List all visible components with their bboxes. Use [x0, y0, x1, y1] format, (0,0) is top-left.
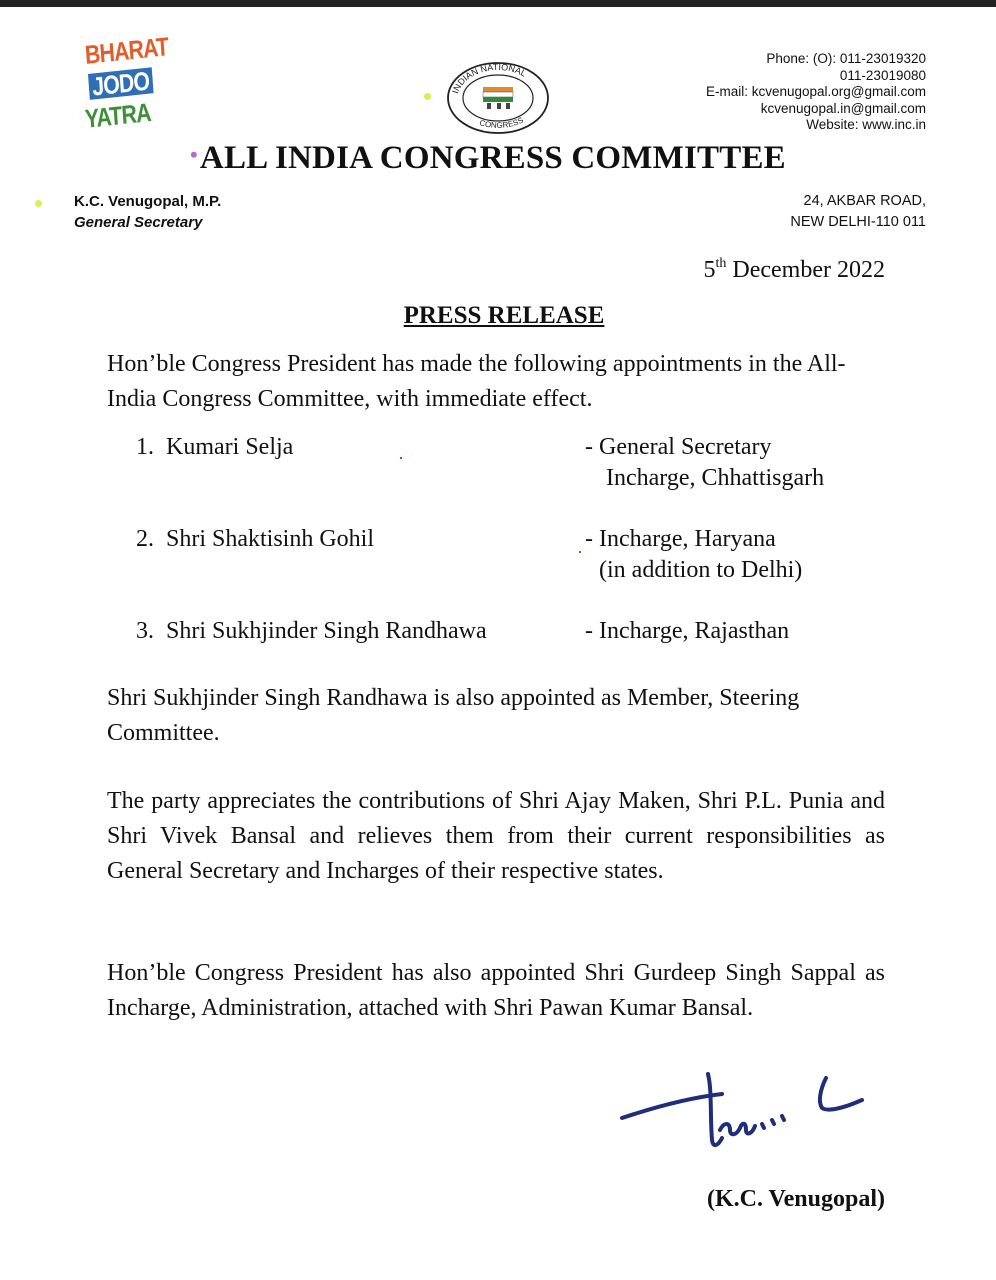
date-rest: December 2022	[726, 257, 885, 283]
appointment-2-person: Shri Shaktisinh Gohil	[166, 526, 375, 552]
heading-bullet-icon: •	[190, 142, 198, 167]
appointment-2-name	[136, 524, 374, 555]
seal-top-text: INDIAN NATIONAL	[450, 61, 529, 95]
appointment-1-role: - General Secretary	[585, 434, 772, 460]
stray-mark	[579, 551, 581, 553]
relieved-paragraph: The party appreciates the contributions of Shri Ajay Maken, Shri P.L. Punia and Shri Vivek Bansal and relieves them from their current responsibilities as General Secretary and Incharges of their respective states.	[107, 788, 885, 884]
handwritten-signature	[612, 1060, 882, 1160]
email-line-1: E-mail: kcvenugopal.org@gmail.com	[705, 84, 926, 99]
appointment-1-name	[136, 432, 293, 463]
date-suffix: th	[715, 256, 727, 271]
intro-paragraph: Hon’ble Congress President has made the following appointments in the All-India Congress Committee, with immediate effect.	[107, 351, 846, 412]
sender-block	[74, 191, 221, 233]
appointment-1-role-line-2: Incharge, Chhattisgarh	[606, 465, 825, 491]
sappal-paragraph: Hon’ble Congress President has also appointed Shri Gurdeep Singh Sappal as Incharge, Administration, attached with Shri Pawan Kumar Bansal.	[107, 960, 885, 1021]
signatory-name: (K.C. Venugopal)	[706, 1186, 885, 1212]
press-release-title: PRESS RELEASE	[403, 302, 605, 329]
steering-paragraph: Shri Sukhjinder Singh Randhawa is also appointed as Member, Steering Committee.	[107, 685, 800, 746]
appointment-1-number: 1.	[136, 434, 154, 460]
appointment-2-role-line-2: (in addition to Delhi)	[599, 557, 803, 583]
top-border	[0, 0, 996, 7]
bharat-jodo-yatra-logo	[82, 31, 182, 140]
committee-heading	[190, 140, 786, 177]
logo-word-yatra: YATRA	[83, 97, 152, 134]
appointment-2-number: 2.	[136, 526, 154, 552]
highlight-dot	[424, 93, 431, 100]
appointment-3-name	[136, 616, 487, 647]
logo-word-bharat: BHARAT	[83, 31, 170, 70]
tricolor-flag-icon	[483, 87, 513, 109]
release-date	[704, 256, 886, 284]
appointment-3-person: Shri Sukhjinder Singh Randhawa	[166, 618, 487, 644]
appointment-3-role: - Incharge, Rajasthan	[585, 618, 790, 644]
phone-line-2: 011-23019080	[839, 67, 926, 83]
highlight-dot-left	[35, 200, 42, 207]
sender-role: General Secretary	[74, 214, 203, 231]
date-day: 5	[703, 257, 716, 283]
address-line-2: NEW DELHI-110 011	[790, 214, 926, 230]
appointment-2-role: - Incharge, Haryana	[585, 526, 776, 552]
phone-line-1: Phone: (O): 011-23019320	[766, 51, 926, 66]
address-line-1: 24, AKBAR ROAD,	[803, 193, 926, 209]
email-line-2: kcvenugopal.in@gmail.com	[760, 100, 926, 116]
contact-block	[706, 51, 926, 134]
sender-name: K.C. Venugopal, M.P.	[74, 193, 222, 210]
committee-name: ALL INDIA CONGRESS COMMITTEE	[199, 140, 786, 176]
appointment-1-person: Kumari Selja	[166, 434, 294, 460]
logo-word-jodo: JODO	[88, 67, 153, 100]
website-line: Website: www.inc.in	[806, 117, 926, 132]
stray-mark	[400, 457, 402, 459]
seal-bottom-text: CONGRESS	[478, 115, 525, 130]
appointment-3-number: 3.	[136, 618, 154, 644]
congress-seal-logo	[445, 60, 551, 136]
address-block	[790, 191, 926, 233]
